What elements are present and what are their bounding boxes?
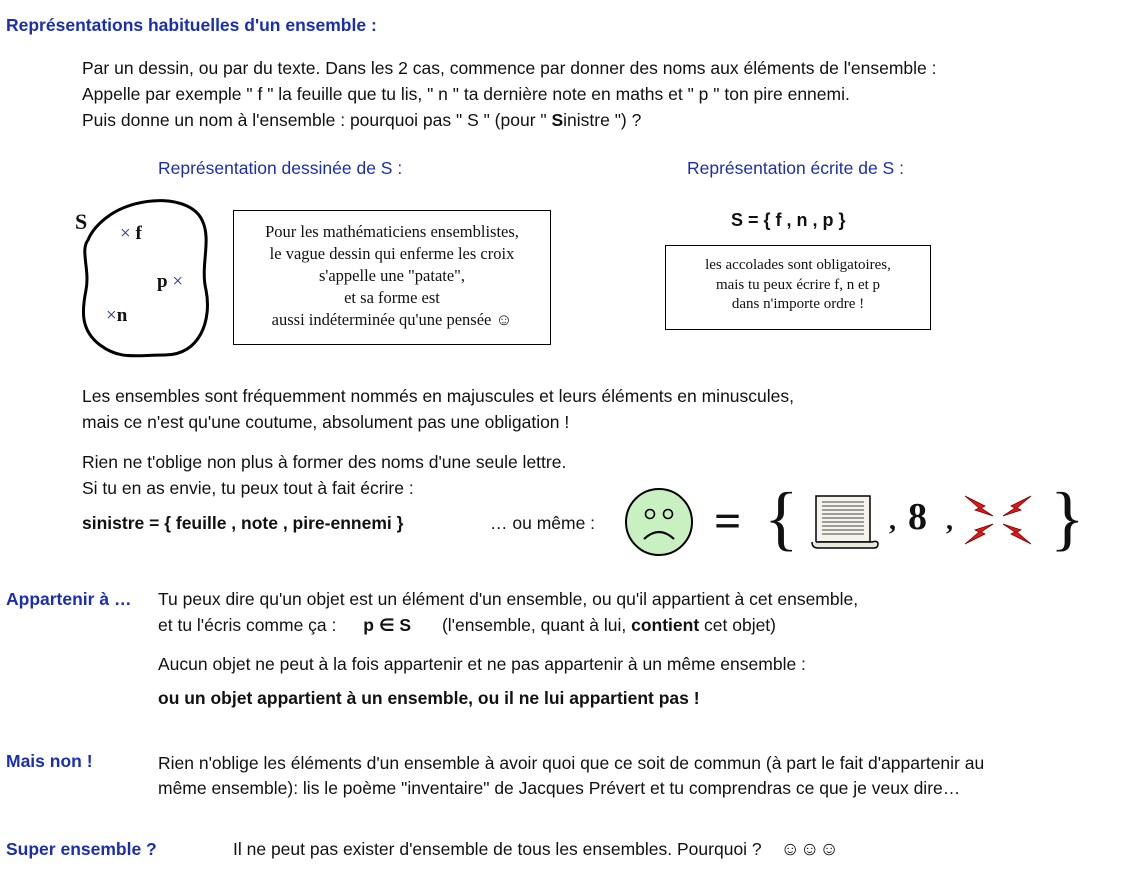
sinistre-initial: S (551, 110, 564, 130)
sad-face-icon (624, 487, 694, 557)
names-line: Si tu en as envie, tu peux tout à fait écrire : (82, 478, 414, 498)
contient-word: contient (631, 615, 700, 635)
appartenir-rule: ou un objet appartient à un ensemble, ou il ne lui appartient pas ! (158, 688, 700, 708)
drawn-heading: Représentation dessinée de S : (158, 158, 403, 178)
patate-note-line: aussi indéterminée qu'une pensée ☺ (271, 310, 513, 329)
element-label-p: p (157, 271, 168, 292)
set-formula: S = { f , n , p } (731, 210, 846, 230)
scroll-page-icon (808, 492, 880, 552)
mais-non-line: même ensemble): lis le poème "inventaire" de Jacques Prévert et tu comprendras ce que je veux dire… (158, 778, 961, 798)
appartenir-line-1: Tu peux dire qu'un objet est un élément d'un ensemble, ou qu'il appartient à cet ensemble, (158, 589, 859, 609)
set-name-label: S (75, 209, 88, 234)
naming-line: Les ensembles sont fréquemment nommés en majuscules et leurs éléments en minuscules, (82, 386, 795, 406)
right-brace: } (1050, 478, 1085, 558)
appartenir-line-2 (158, 615, 776, 636)
written-heading: Représentation écrite de S : (687, 158, 904, 178)
mais-non-line: Rien n'oblige les éléments d'un ensemble à avoir quoi que ce soit de commun (à part le fait d'appartenir au (158, 753, 985, 773)
appartenir-line-3: Aucun objet ne peut à la fois appartenir et ne pas appartenir à un même ensemble : (158, 654, 806, 674)
naming-line: mais ce n'est qu'une coutume, absolument pas une obligation ! (82, 412, 570, 432)
intro-paragraph (82, 55, 937, 133)
braces-note-box (665, 245, 931, 330)
cross-icon: × (120, 223, 131, 244)
cross-icon: × (106, 305, 117, 326)
mais-non-label: Mais non ! (6, 751, 93, 771)
section-title: Représentations habituelles d'un ensemble : (6, 15, 377, 35)
patate-note-line: Pour les mathématiciens ensemblistes, (265, 222, 519, 241)
lightning-bolts-icon (963, 492, 1033, 548)
intro-line-3 (82, 107, 937, 133)
names-paragraph (82, 449, 566, 501)
braces-note-line: les accolades sont obligatoires, (705, 257, 891, 273)
smiley-icons: ☺☺☺ (780, 839, 839, 860)
patate-note-line: et sa forme est (344, 288, 440, 307)
set-potato-diagram (70, 195, 220, 365)
ou-meme-label: … ou même : (490, 513, 596, 533)
patate-note-line: le vague dessin qui enferme les croix (269, 244, 515, 263)
intro-line-1: Par un dessin, ou par du texte. Dans les 2 cas, commence par donner des noms aux éléments de l'ensemble : (82, 58, 937, 78)
potato-outline (70, 195, 220, 365)
appartenir-line-2-mid: (l'ensemble, quant à lui, (441, 615, 632, 635)
braces-note-line: dans n'importe ordre ! (731, 296, 865, 312)
element-label-f: f (135, 223, 142, 244)
cross-icon: × (172, 271, 184, 292)
super-ensemble-text (233, 839, 839, 861)
element-p (157, 271, 183, 293)
number-eight: 8 (908, 496, 927, 538)
names-line: Rien ne t'oblige non plus à former des noms d'une seule lettre. (82, 452, 567, 472)
appartenir-label: Appartenir à … (6, 589, 132, 609)
element-f (120, 223, 142, 245)
intro-line-3-start: Puis donne un nom à l'ensemble : pourquoi pas " S " (pour " (82, 110, 552, 130)
left-brace: { (764, 478, 799, 558)
intro-line-2: Appelle par exemple " f " la feuille que tu lis, " n " ta dernière note en maths et " p " ton pire ennemi. (82, 84, 850, 104)
element-label-n: n (116, 305, 128, 326)
comma-separator: , (889, 505, 896, 536)
super-ensemble-question: Il ne peut pas exister d'ensemble de tous les ensembles. Pourquoi ? (233, 839, 762, 859)
intro-line-3-end: inistre ") ? (563, 110, 642, 130)
patate-note-box (233, 210, 551, 345)
element-n (106, 305, 127, 327)
mais-non-paragraph (158, 751, 984, 801)
naming-paragraph (82, 383, 794, 435)
braces-note-line: mais tu peux écrire f, n et p (715, 276, 881, 293)
appartenir-line-2-end: cet objet) (699, 615, 777, 635)
appartenir-line-2-start: et tu l'écris comme ça : (158, 615, 337, 635)
super-ensemble-label: Super ensemble ? (6, 839, 157, 859)
membership-notation: p ∈ S (363, 615, 412, 635)
comma-separator: , (946, 505, 953, 536)
patate-note-line: s'appelle une "patate", (318, 266, 466, 285)
equals-sign: = (714, 495, 742, 548)
sinistre-formula: sinistre = { feuille , note , pire-ennemi } (82, 513, 404, 533)
